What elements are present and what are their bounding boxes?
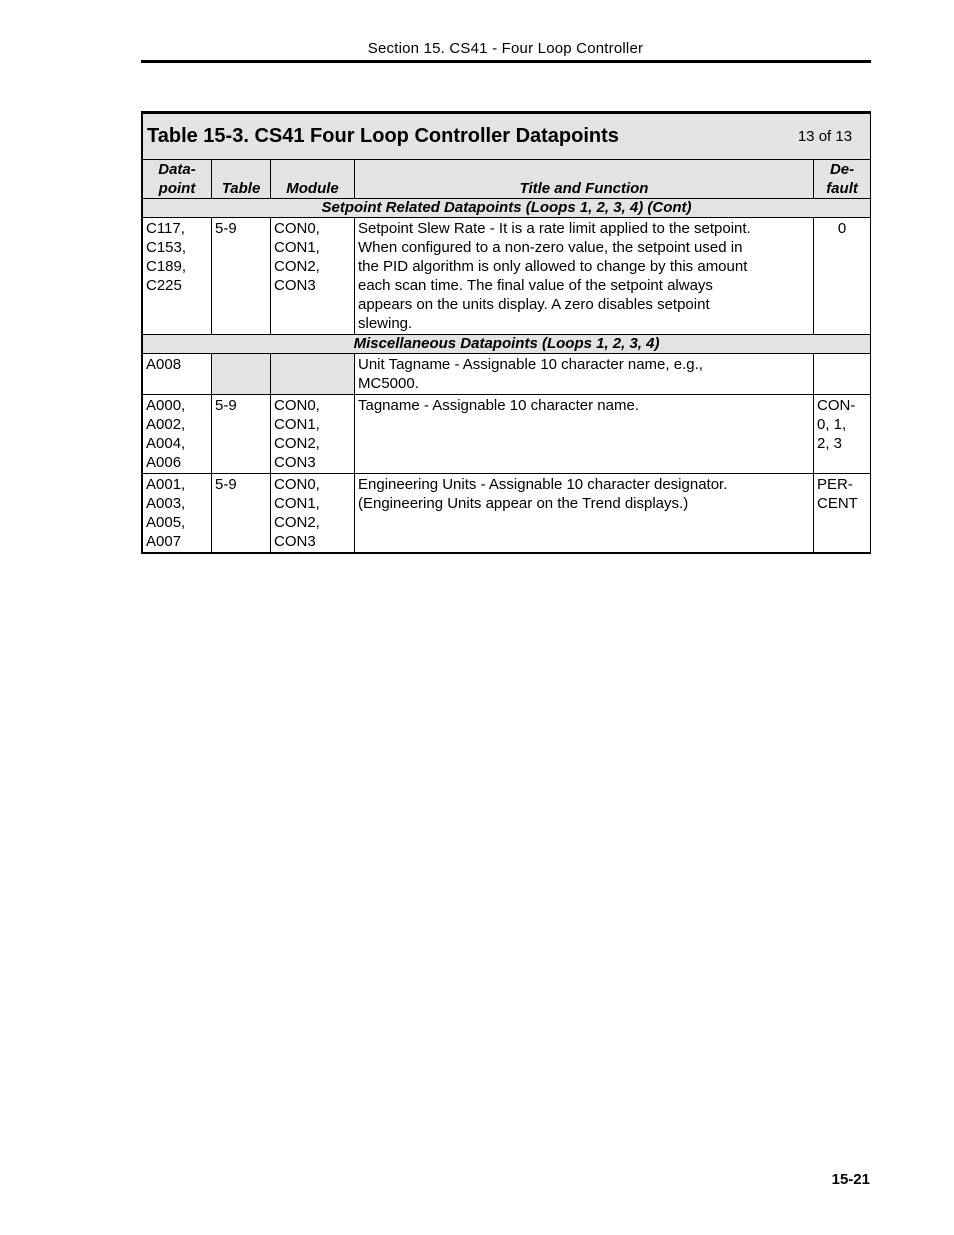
cell-line: CON3 bbox=[274, 533, 316, 550]
cell-line: appears on the units display. A zero disables setpoint bbox=[358, 296, 710, 313]
cell-line: Unit Tagname - Assignable 10 character name, e.g., bbox=[358, 356, 703, 373]
cell-line: (Engineering Units appear on the Trend displays.) bbox=[358, 495, 689, 512]
cell-line: CON1, bbox=[274, 239, 320, 256]
table-row bbox=[143, 474, 871, 553]
cell-line: C225 bbox=[146, 277, 182, 294]
cell-line: A000, bbox=[146, 397, 186, 414]
table-title-row bbox=[143, 113, 871, 160]
cell-line: CON- bbox=[817, 397, 856, 414]
cell-line: C189, bbox=[146, 258, 187, 275]
cell-line: CON1, bbox=[274, 416, 320, 433]
function-cell bbox=[355, 474, 814, 553]
default-cell bbox=[814, 395, 871, 474]
table-row bbox=[143, 218, 871, 335]
column-header-row bbox=[143, 160, 871, 199]
section-heading-row bbox=[143, 199, 871, 218]
table-title: Table 15-3. CS41 Four Loop Controller Datapoints bbox=[147, 125, 619, 147]
column-header-title-function: Title and Function bbox=[355, 160, 814, 199]
cell-line: CON0, bbox=[274, 220, 320, 237]
cell-line: 2, 3 bbox=[817, 435, 843, 452]
cell-line: A001, bbox=[146, 476, 186, 493]
cell-line: CON3 bbox=[274, 454, 316, 471]
table-ref-cell bbox=[212, 354, 271, 395]
datapoints-table bbox=[141, 111, 871, 554]
cell-line: PER- bbox=[817, 476, 853, 493]
datapoint-cell bbox=[143, 395, 212, 474]
section-heading-row bbox=[143, 335, 871, 354]
cell-line: When configured to a non-zero value, the setpoint used in bbox=[358, 239, 743, 256]
section-heading: Setpoint Related Datapoints (Loops 1, 2, 3, 4) (Cont) bbox=[143, 199, 871, 218]
cell-line: CON2, bbox=[274, 514, 320, 531]
default-cell bbox=[814, 218, 871, 335]
table-page-count: 13 of 13 bbox=[797, 128, 853, 145]
cell-line: the PID algorithm is only allowed to change by this amount bbox=[358, 258, 748, 275]
default-cell bbox=[814, 474, 871, 553]
function-cell bbox=[355, 354, 814, 395]
header-rule bbox=[141, 60, 871, 63]
table-ref-cell: 5-9 bbox=[212, 395, 271, 474]
table-ref-cell: 5-9 bbox=[212, 218, 271, 335]
default-cell bbox=[814, 354, 871, 395]
cell-line: each scan time. The final value of the setpoint always bbox=[358, 277, 713, 294]
table-row bbox=[143, 395, 871, 474]
cell-line: slewing. bbox=[358, 315, 413, 332]
cell-line: A008 bbox=[146, 356, 182, 373]
table-row bbox=[143, 354, 871, 395]
cell-line: C153, bbox=[146, 239, 187, 256]
function-cell bbox=[355, 218, 814, 335]
module-cell bbox=[271, 218, 355, 335]
column-header-default: De- fault bbox=[814, 160, 871, 199]
datapoint-cell bbox=[143, 218, 212, 335]
cell-line: CON2, bbox=[274, 258, 320, 275]
module-cell bbox=[271, 354, 355, 395]
section-heading: Miscellaneous Datapoints (Loops 1, 2, 3, 4) bbox=[143, 335, 871, 354]
cell-line: Tagname - Assignable 10 character name. bbox=[358, 397, 639, 414]
module-cell bbox=[271, 395, 355, 474]
cell-line: MC5000. bbox=[358, 375, 419, 392]
cell-line: Setpoint Slew Rate - It is a rate limit applied to the setpoint. bbox=[358, 220, 751, 237]
table-ref-cell: 5-9 bbox=[212, 474, 271, 553]
cell-line: A003, bbox=[146, 495, 186, 512]
cell-line: 0 bbox=[837, 220, 847, 237]
cell-line: A007 bbox=[146, 533, 182, 550]
column-header-datapoint: Data- point bbox=[143, 160, 212, 199]
page-number: 15-21 bbox=[831, 1171, 870, 1188]
cell-line: CON1, bbox=[274, 495, 320, 512]
cell-line: 0, 1, bbox=[817, 416, 847, 433]
column-header-module: Module bbox=[271, 160, 355, 199]
datapoint-cell bbox=[143, 354, 212, 395]
cell-line: CENT bbox=[817, 495, 858, 512]
function-cell bbox=[355, 395, 814, 474]
cell-line: CON0, bbox=[274, 476, 320, 493]
cell-line: Engineering Units - Assignable 10 character designator. bbox=[358, 476, 728, 493]
cell-line: A002, bbox=[146, 416, 186, 433]
module-cell bbox=[271, 474, 355, 553]
cell-line: C117, bbox=[146, 220, 185, 237]
column-header-table: Table bbox=[212, 160, 271, 199]
datapoint-cell bbox=[143, 474, 212, 553]
cell-line: A004, bbox=[146, 435, 186, 452]
cell-line: CON3 bbox=[274, 277, 316, 294]
cell-line: CON0, bbox=[274, 397, 320, 414]
running-header: Section 15. CS41 - Four Loop Controller bbox=[367, 40, 644, 57]
cell-line: A005, bbox=[146, 514, 186, 531]
cell-line: CON2, bbox=[274, 435, 320, 452]
cell-line: A006 bbox=[146, 454, 182, 471]
